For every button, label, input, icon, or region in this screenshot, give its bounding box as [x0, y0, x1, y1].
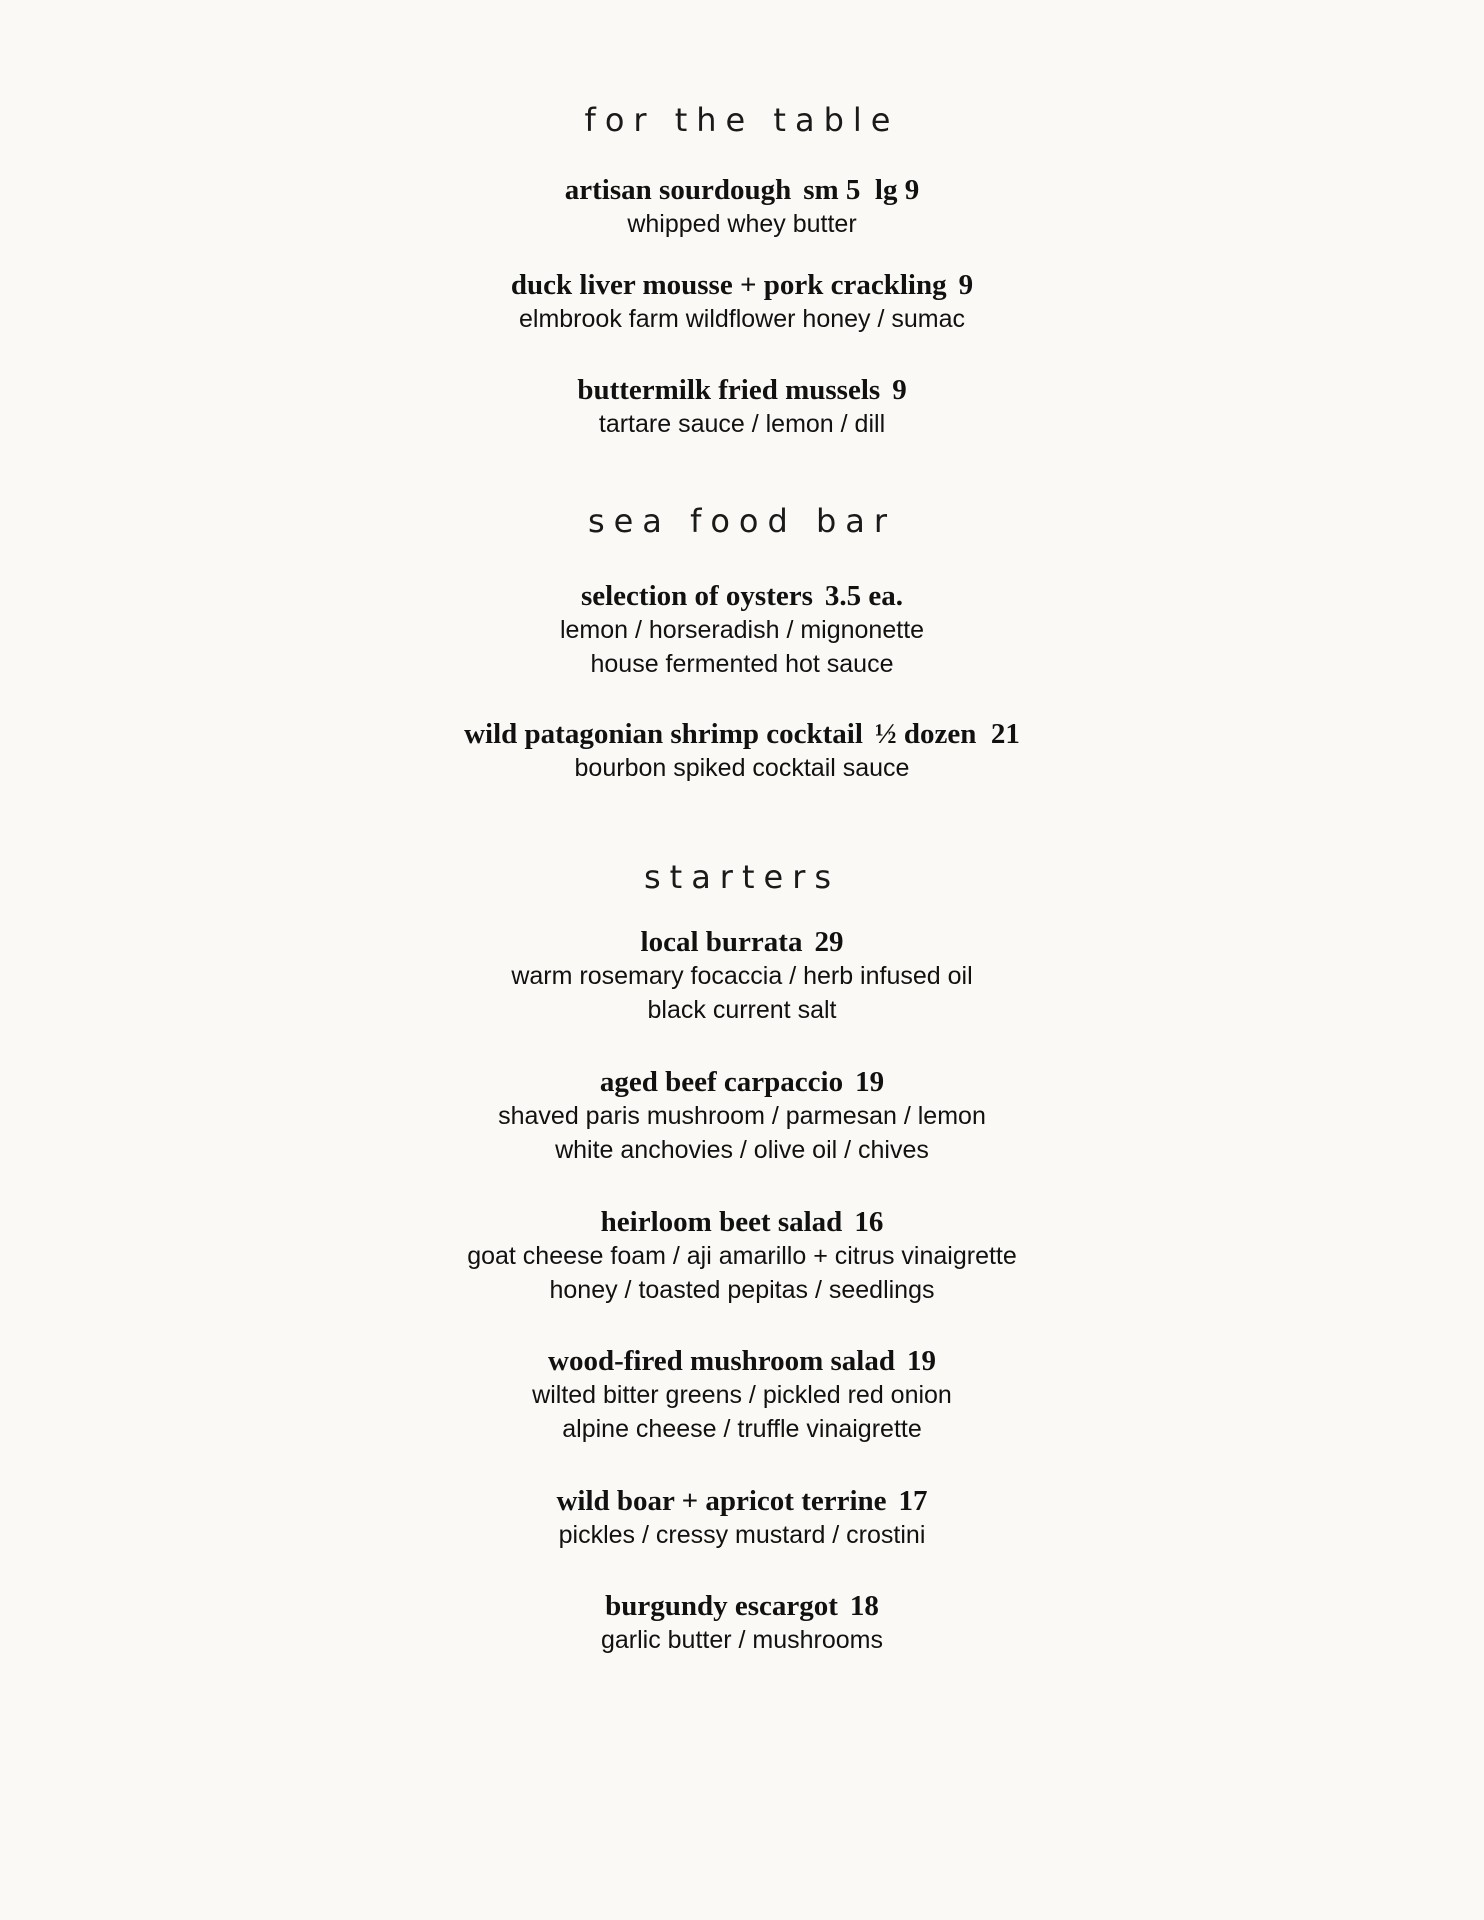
item-title [0, 717, 1484, 751]
item-price: 9 [892, 374, 907, 406]
item-price: 19 [906, 1345, 936, 1377]
item-description: shaved paris mushroom / parmesan / lemon [498, 1102, 986, 1130]
item-name: duck liver mousse + pork crackling [510, 269, 947, 301]
item-description: whipped whey butter [627, 210, 857, 238]
item-description: bourbon spiked cocktail sauce [574, 754, 910, 782]
item-description: honey / toasted pepitas / seedlings [549, 1276, 935, 1304]
item-price: 19 [855, 1066, 885, 1098]
item-description: black current salt [647, 996, 837, 1024]
menu-item-wood-fired-mushroom-salad [0, 1344, 1484, 1446]
item-title [0, 579, 1484, 613]
menu-item-local-burrata [0, 925, 1484, 1027]
item-price: 9 [958, 269, 974, 301]
item-title [0, 925, 1484, 959]
item-title [0, 268, 1484, 302]
item-price: 17 [898, 1485, 928, 1517]
item-title [0, 373, 1484, 407]
menu-item-selection-of-oysters [0, 579, 1484, 681]
menu-item-burgundy-escargot [0, 1589, 1484, 1657]
item-name: selection of oysters [580, 580, 813, 612]
item-description: warm rosemary focaccia / herb infused oil [511, 962, 973, 990]
item-description: lemon / horseradish / mignonette [559, 616, 925, 644]
menu-item-artisan-sourdough [0, 173, 1484, 241]
item-description: house fermented hot sauce [590, 650, 894, 678]
item-title [0, 1205, 1484, 1239]
menu-item-buttermilk-fried-mussels [0, 373, 1484, 441]
item-name: wild patagonian shrimp cocktail [464, 718, 863, 750]
item-description: elmbrook farm wildflower honey / sumac [519, 305, 965, 333]
section-heading-sea-food-bar: sea food bar [587, 502, 897, 540]
item-description: goat cheese foam / aji amarillo + citrus vinaigrette [467, 1242, 1017, 1270]
item-name: local burrata [640, 926, 803, 958]
menu-item-wild-patagonian-shrimp-cocktail [0, 717, 1484, 785]
item-name: aged beef carpaccio [599, 1066, 844, 1098]
item-name: heirloom beet salad [600, 1206, 843, 1238]
item-name: wild boar + apricot terrine [556, 1485, 887, 1517]
section-heading-starters: starters [643, 858, 841, 896]
item-title [0, 1344, 1484, 1378]
item-price: 3.5 ea. [824, 580, 904, 612]
item-price: 18 [849, 1590, 879, 1622]
item-description: tartare sauce / lemon / dill [598, 410, 886, 438]
item-title [0, 1484, 1484, 1518]
item-description: white anchovies / olive oil / chives [555, 1136, 929, 1164]
item-description: alpine cheese / truffle vinaigrette [562, 1415, 922, 1443]
item-price: 16 [854, 1206, 884, 1238]
item-title [0, 1589, 1484, 1623]
item-name: wood-fired mushroom salad [548, 1345, 895, 1377]
item-description: pickles / cressy mustard / crostini [558, 1521, 926, 1549]
section-heading-for-the-table: for the table [584, 101, 900, 139]
menu-item-aged-beef-carpaccio [0, 1065, 1484, 1167]
menu-item-duck-liver-mousse [0, 268, 1484, 336]
item-description: garlic butter / mushrooms [600, 1626, 884, 1654]
item-name: buttermilk fried mussels [577, 374, 881, 406]
menu-item-wild-boar-apricot-terrine [0, 1484, 1484, 1552]
item-name: artisan sourdough [564, 174, 792, 206]
item-price: 29 [814, 926, 844, 958]
item-title [0, 173, 1484, 207]
item-title [0, 1065, 1484, 1099]
menu-item-heirloom-beet-salad [0, 1205, 1484, 1307]
item-price: ½ dozen 21 [874, 718, 1020, 750]
item-price: sm 5 lg 9 [803, 174, 920, 206]
item-name: burgundy escargot [605, 1590, 838, 1622]
item-description: wilted bitter greens / pickled red onion [532, 1381, 952, 1409]
